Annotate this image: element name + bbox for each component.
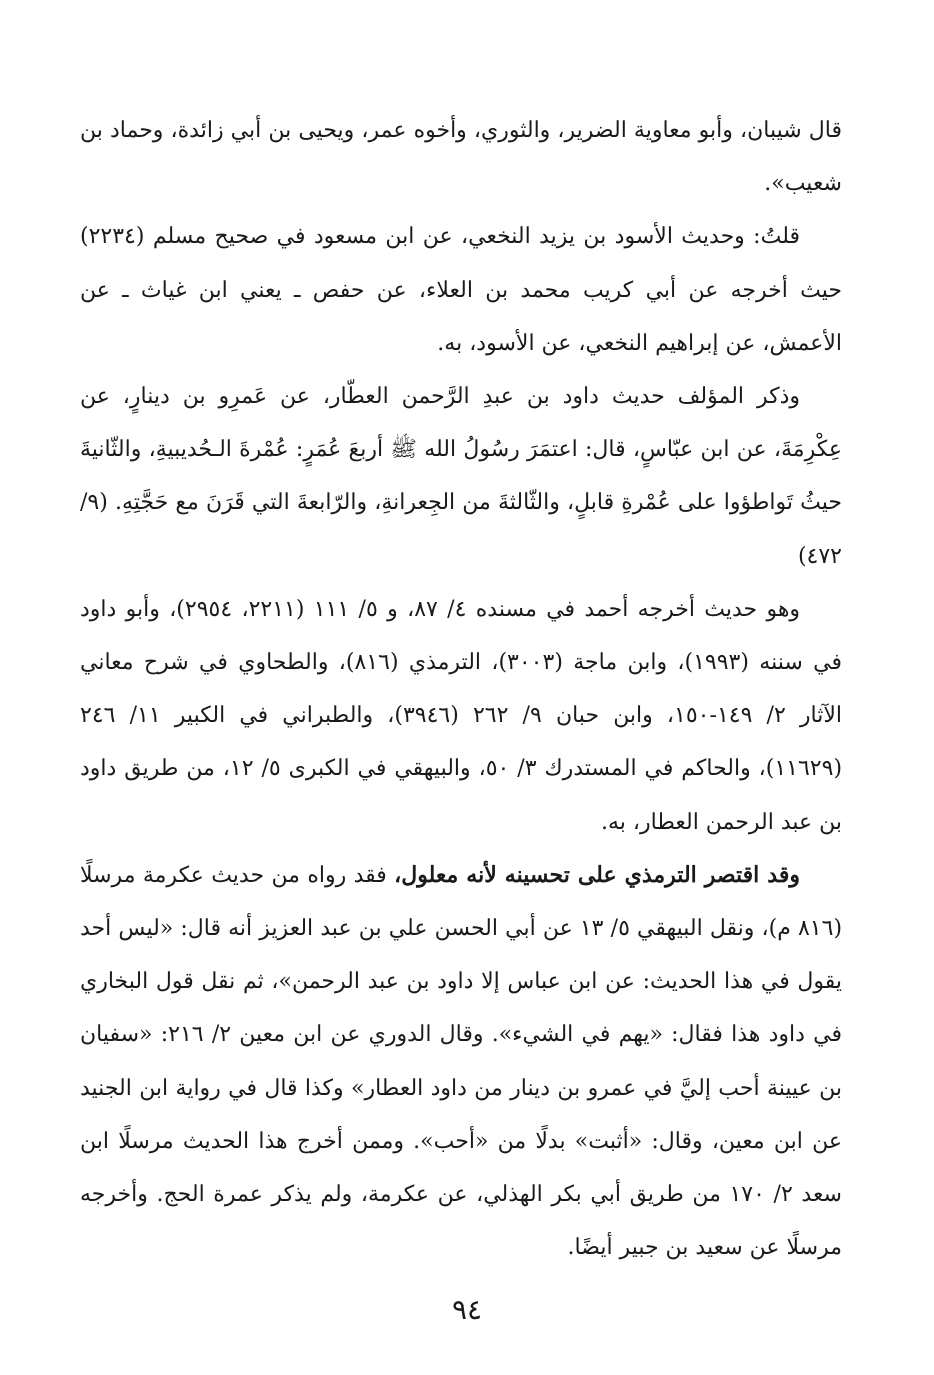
paragraph-5-bold-lead: وقد اقتصر الترمذي على تحسينه لأنه معلول، bbox=[394, 861, 800, 888]
paragraph-5 bbox=[80, 849, 842, 1275]
paragraph-2: قلتُ: وحديث الأسود بن يزيد النخعي، عن ابن مسعود في صحيح مسلم (٢٢٣٤) حيث أخرجه عن أبي كريب محمد بن العلاء، عن حفص ـ يعني ابن غياث ـ عن الأعمش، عن إبراهيم النخعي، عن الأسود، به. bbox=[80, 224, 842, 356]
page-body bbox=[80, 104, 842, 1274]
paragraph-5-text: فقد رواه من حديث عكرمة مرسلًا (٨١٦ م)، ونقل البيهقي ٥/ ١٣ عن أبي الحسن علي بن عبد العزيز أنه قال: «ليس أحد يقول في هذا الحديث: عن ابن عباس إلا داود بن عبد الرحمن»، ثم نقل قول البخاري في داود هذا فقال: «يهم في الشيء». وقال الدوري عن ابن معين ٢/ ٢١٦: «سفيان بن عيينة أحب إليَّ في عمرو بن دينار من داود العطار» وكذا قال في رواية ابن الجنيد عن ابن معين، وقال: «أثبت» بدلًا من «أحب». وممن أخرج هذا الحديث مرسلًا ابن سعد ٢/ ١٧٠ من طريق أبي بكر الهذلي، عن عكرمة، ولم يذكر عمرة الحج. وأخرجه مرسلًا عن سعيد بن جبير أيضًا. bbox=[80, 862, 843, 1261]
page-number: ٩٤ bbox=[451, 1293, 483, 1326]
paragraph-1: قال شيبان، وأبو معاوية الضرير، والثوري، وأخوه عمر، ويحيى بن أبي زائدة، وحماد بن شعيب». bbox=[80, 118, 842, 197]
paragraph-4: وهو حديث أخرجه أحمد في مسنده ٤/ ٨٧، و ٥/ ١١١ (٢٢١١، ٢٩٥٤)، وأبو داود في سننه (١٩٩٣)، وابن ماجة (٣٠٠٣)، الترمذي (٨١٦)، والطحاوي في شرح معاني الآثار ٢/ ١٤٩-١٥٠، وابن حبان ٩/ ٢٦٢ (٣٩٤٦)، والطبراني في الكبير ١١/ ٢٤٦ (١١٦٢٩)، والحاكم في المستدرك ٣/ ٥٠، والبيهقي في الكبرى ٥/ ١٢، من طريق داود بن عبد الرحمن العطار، به. bbox=[80, 596, 843, 835]
paragraph-3: وذكر المؤلف حديث داود بن عبدِ الرَّحمن العطّار، عن عَمرِو بن دينارٍ، عن عِكْرِمَةَ، عن ابن عبّاسٍ، قال: اعتمَرَ رسُولُ الله ﷺ أربعَ عُمَرٍ: عُمْرةَ الـحُديبيةِ، والثّانيةَ حيثُ تَواطؤوا على عُمْرةِ قابلٍ، والثّالثةَ من الجِعرانةِ، والرّابعةَ التي قَرَنَ مع حَجَّتِهِ. (٩/ ٤٧٢) bbox=[80, 384, 842, 569]
